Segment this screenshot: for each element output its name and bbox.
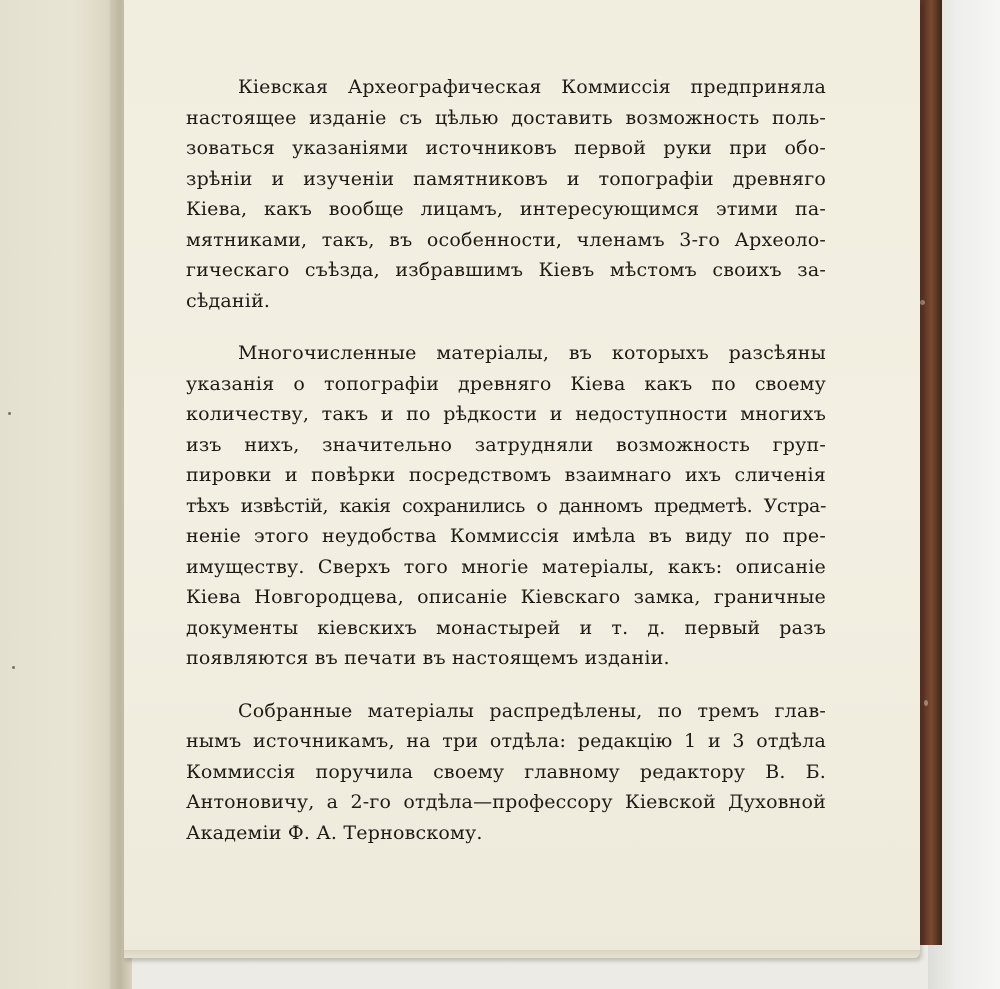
text-line: Кіевская Археографическая Коммиссія предприняла	[238, 76, 826, 98]
text-line: тѣхъ извѣстій, какія сохранились о данномъ предметѣ. Устра-	[186, 494, 826, 517]
text-line: указанія о топографіи древняго Кіева какъ по своему	[186, 372, 826, 395]
paragraph-2	[186, 338, 826, 674]
text-line: зрѣніи и изученіи памятниковъ и топографіи древняго	[186, 167, 826, 190]
text-line: пировки и повѣрки посредствомъ взаимнаго ихъ сличенія	[186, 464, 826, 486]
text-line: Собранные матеріалы распредѣлены, по тремъ глав-	[238, 699, 826, 722]
text-line: сѣданій.	[186, 289, 271, 312]
text-line: мятниками, такъ, въ особенности, членамъ 3-го Археоло-	[186, 228, 826, 251]
text-line: Многочисленные матеріалы, въ которыхъ разсѣяны	[238, 342, 826, 364]
text-line: Коммиссія поручила своему главному редактору В. Б.	[186, 760, 826, 783]
text-line: неніе этого неудобства Коммиссія имѣла въ виду по пре-	[186, 525, 826, 547]
paragraph-1	[186, 72, 826, 316]
text-line: Кіева Новгородцева, описаніе Кіевскаго замка, граничные	[186, 586, 826, 608]
text-line: гическаго съѣзда, избравшимъ Кіевъ мѣстомъ своихъ за-	[186, 259, 826, 281]
text-line: имуществу. Сверхъ того многіе матеріалы, какъ: описаніе	[186, 555, 826, 578]
text-line: Кіева, какъ вообще лицамъ, интересующимся этими па-	[186, 198, 826, 220]
page-bottom-shadow	[124, 950, 920, 962]
text-line: изъ нихъ, значительно затрудняли возможность груп-	[186, 433, 826, 456]
paragraph-3	[186, 696, 826, 849]
text-line: количеству, такъ и по рѣдкости и недоступности многихъ	[186, 403, 826, 425]
text-line: нымъ источникамъ, на три отдѣла: редакцію 1 и 3 отдѣла	[186, 730, 826, 752]
text-line: настоящее изданіе съ цѣлью доставить возможность поль-	[186, 106, 826, 129]
page-text	[186, 72, 826, 848]
text-line: зоваться указаніями источниковъ первой руки при обо-	[186, 137, 826, 159]
text-line: Академіи Ф. А. Терновскому.	[186, 821, 483, 844]
text-line: Антоновичу, а 2-го отдѣла—профессору Кіевской Духовной	[186, 791, 826, 813]
left-page	[0, 0, 120, 989]
text-line: появляются въ печати въ настоящемъ изданіи.	[186, 647, 670, 669]
text-line: документы кіевскихъ монастырей и т. д. первый разъ	[186, 616, 826, 639]
